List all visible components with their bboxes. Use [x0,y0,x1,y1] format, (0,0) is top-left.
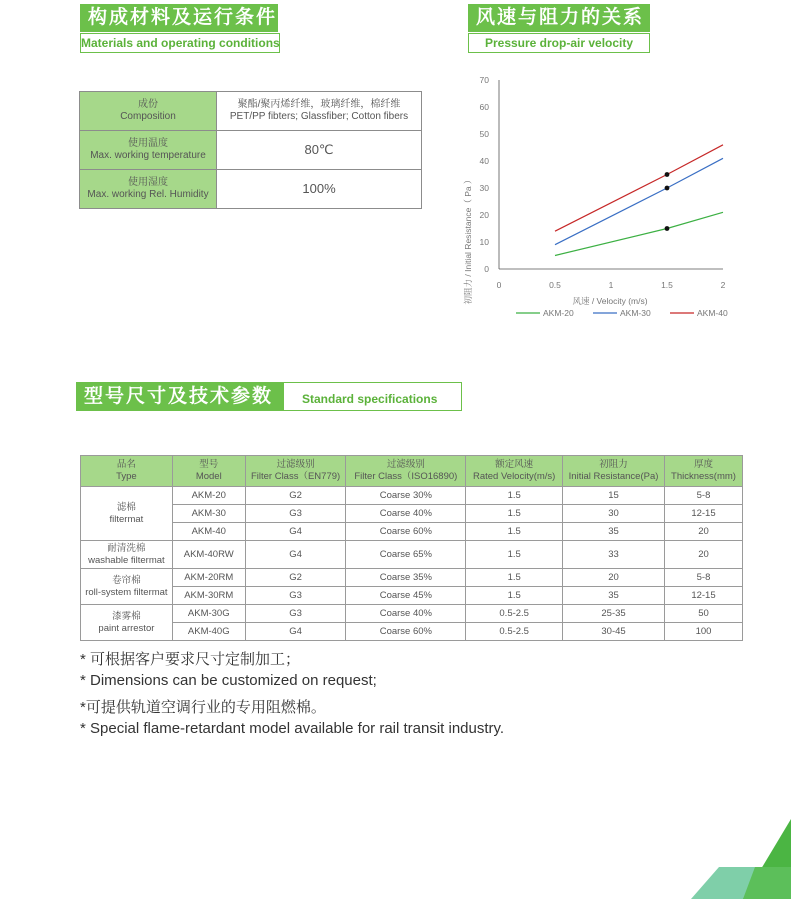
label-en: Composition [120,111,176,122]
table-cell: 1.5 [466,505,563,523]
header-en: Filter Class（ISO16890) [354,471,458,482]
table-cell: 12-15 [664,505,742,523]
y-tick-label: 40 [479,156,489,166]
table-cell: AKM-20RM [172,569,245,587]
pressure-velocity-chart [458,70,758,320]
header-cn: 额定风速 [495,459,534,470]
composition-value [217,92,422,131]
table-row [81,523,743,541]
table-cell: G3 [245,505,346,523]
header-cn: 过滤级别 [276,459,315,470]
table-cell: 1.5 [466,487,563,505]
note-flame-en: * Special flame-retardant model available for rail transit industry. [80,720,505,737]
table-row [81,541,743,569]
spec-title-cn: 型号尺寸及技术参数 [76,382,284,411]
value-en: PET/PP fibters; Glassfiber; Cotton fibers [229,111,409,122]
label-cn: 使用温度 [128,138,168,149]
table-cell: 20 [664,523,742,541]
table-cell: 1.5 [466,587,563,605]
y-tick-label: 30 [479,183,489,193]
note-custom-cn: * 可根据客户要求尺寸定制加工； [80,651,301,668]
note-custom-en: * Dimensions can be customized on request; [80,672,377,689]
chart-title-cn: 风速与阻力的关系 [468,4,650,32]
header-en: Initial Resistance(Pa) [568,471,659,482]
x-tick-label: 1 [608,280,614,290]
humidity-value: 100% [217,170,422,209]
table-cell: G4 [245,623,346,641]
type-cell [81,487,173,541]
table-row [80,92,422,131]
header-cn: 过滤级别 [386,459,425,470]
y-tick-label: 60 [479,102,489,112]
type-cn: 滤棉 [116,501,136,513]
chart-ticks [480,75,726,290]
column-header [664,456,742,487]
column-header [245,456,346,487]
series-line-akm-30 [555,158,723,244]
type-cell [81,605,173,641]
table-cell: Coarse 65% [346,541,466,569]
table-cell: 30 [563,505,665,523]
header-en: Rated Velocity(m/s) [472,471,556,482]
type-cn: 卷帘棉 [112,574,141,586]
table-cell: G4 [245,523,346,541]
header-cn: 品名 [116,459,136,470]
label-cn: 使用湿度 [128,177,168,188]
table-cell: 1.5 [466,569,563,587]
chart-title-en: Pressure drop-air velocity [468,33,650,53]
table-cell: 30-45 [563,623,665,641]
column-header [563,456,665,487]
table-cell: AKM-30 [172,505,245,523]
legend-label: AKM-30 [620,308,651,318]
chart-x-label: 风速 / Velocity (m/s) [572,296,648,306]
note-flame-cn: *可提供轨道空调行业的专用阻燃棉。 [80,699,326,716]
table-cell: 50 [664,605,742,623]
label-en: Max. working temperature [90,150,206,161]
table-cell: 35 [563,587,665,605]
chart-lines [555,145,723,256]
label-en: Max. working Rel. Humidity [87,189,209,200]
y-tick-label: 70 [479,75,489,85]
type-cn: 耐清洗棉 [107,542,146,554]
table-row [81,587,743,605]
table-cell: Coarse 35% [346,569,466,587]
humidity-label [80,170,217,209]
table-cell: G4 [245,541,346,569]
type-en: paint arrestor [98,622,155,634]
table-cell: AKM-30G [172,605,245,623]
table-cell: 25-35 [563,605,665,623]
table-cell: 20 [664,541,742,569]
table-cell: G3 [245,587,346,605]
header-en: Thickness(mm) [671,471,736,482]
x-tick-label: 1.5 [661,280,673,290]
table-row [81,605,743,623]
table-cell: G3 [245,605,346,623]
table-cell: Coarse 45% [346,587,466,605]
table-cell: Coarse 40% [346,605,466,623]
header-en: Filter Class（EN779) [250,471,341,482]
y-tick-label: 20 [479,210,489,220]
table-cell: 1.5 [466,523,563,541]
chart-axes [499,80,723,269]
table-cell: 0.5-2.5 [466,605,563,623]
chart-y-label: 初阻力 / Initial Resistance（ Pa ） [463,175,473,305]
type-cn: 漆雾棉 [112,610,141,622]
table-row [81,569,743,587]
legend-label: AKM-20 [543,308,574,318]
table-row [81,623,743,641]
header-en: Model [195,471,222,482]
table-cell: Coarse 40% [346,505,466,523]
legend-label: AKM-40 [697,308,728,318]
table-cell: AKM-40G [172,623,245,641]
table-row [80,131,422,170]
materials-title-cn: 构成材料及运行条件 [80,4,278,32]
type-en: filtermat [109,513,144,525]
table-cell: 35 [563,523,665,541]
table-cell: 1.5 [466,541,563,569]
table-cell: 5-8 [664,487,742,505]
header-cn: 初阻力 [599,459,628,470]
type-cell [81,541,173,569]
table-header-row [81,456,743,487]
y-tick-label: 10 [479,237,489,247]
type-cell [81,569,173,605]
table-cell: 20 [563,569,665,587]
table-cell: G2 [245,487,346,505]
table-cell: AKM-40RW [172,541,245,569]
table-row [80,170,422,209]
table-cell: Coarse 60% [346,623,466,641]
column-header [172,456,245,487]
x-tick-label: 2 [720,280,726,290]
column-header [346,456,466,487]
column-header [466,456,563,487]
table-cell: AKM-30RM [172,587,245,605]
x-tick-label: 0 [496,280,502,290]
table-row [81,487,743,505]
table-cell: Coarse 60% [346,523,466,541]
data-point-marker [665,226,670,231]
value-cn: 聚酯/聚丙烯纤维，玻璃纤维，棉纤维 [237,99,401,110]
table-cell: 15 [563,487,665,505]
y-tick-label: 50 [479,129,489,139]
temperature-label [80,131,217,170]
table-cell: 33 [563,541,665,569]
specifications-table [80,455,743,641]
table-cell: 12-15 [664,587,742,605]
table-body [81,487,743,641]
type-en: roll-system filtermat [85,586,168,598]
header-cn: 厚度 [693,459,713,470]
table-cell: Coarse 30% [346,487,466,505]
temperature-value: 80℃ [217,131,422,170]
x-tick-label: 0.5 [549,280,561,290]
series-line-akm-40 [555,145,723,231]
table-cell: 0.5-2.5 [466,623,563,641]
header-en: Type [116,471,137,482]
header-cn: 型号 [199,459,219,470]
data-point-marker [665,186,670,191]
table-cell: G2 [245,569,346,587]
chart-legend [516,308,728,318]
table-cell: AKM-40 [172,523,245,541]
label-cn: 成份 [138,99,158,110]
composition-label [80,92,217,131]
corner-decoration [691,819,791,899]
materials-table [79,91,422,209]
y-tick-label: 0 [484,264,489,274]
materials-title-en: Materials and operating conditions [80,33,280,53]
data-point-marker [665,172,670,177]
table-cell: AKM-20 [172,487,245,505]
table-cell: 100 [664,623,742,641]
table-cell: 5-8 [664,569,742,587]
column-header [81,456,173,487]
spec-title-en: Standard specifications [302,392,438,406]
table-row [81,505,743,523]
type-en: washable filtermat [88,554,165,566]
